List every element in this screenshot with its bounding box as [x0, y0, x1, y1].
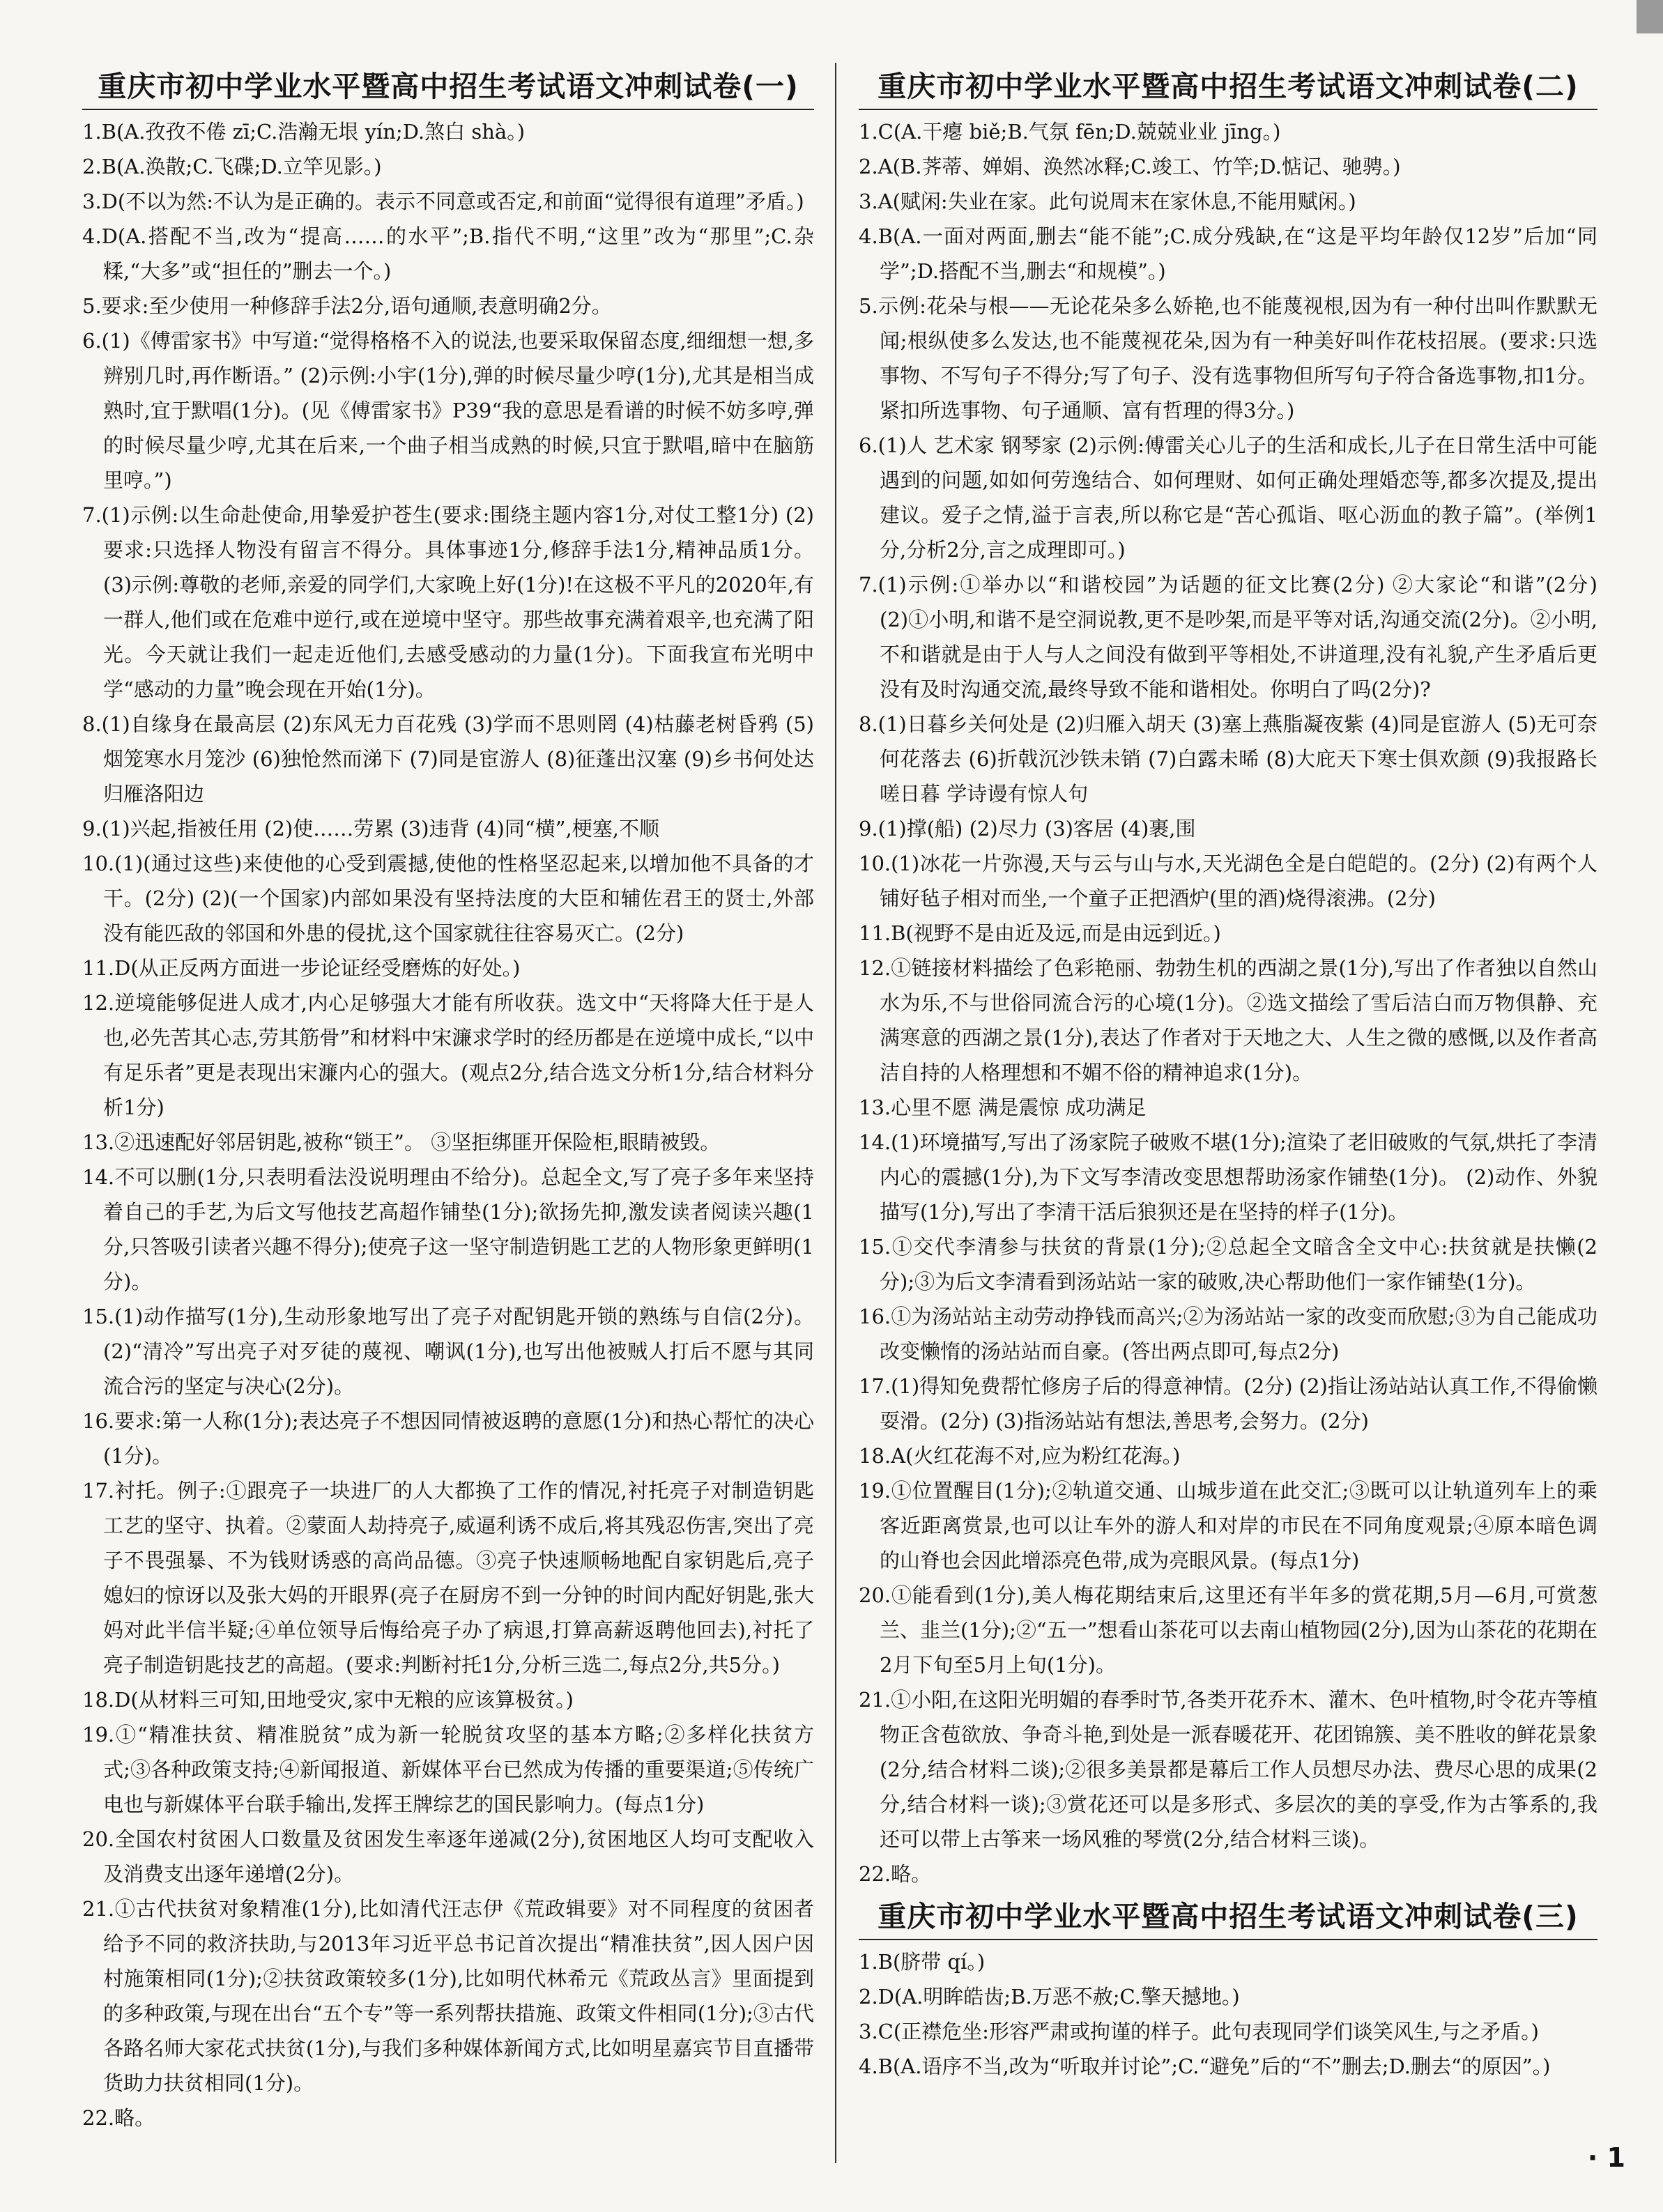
answer-item: 22.略。 [82, 2106, 155, 2130]
answer-item: 1.B(A.孜孜不倦 zī;C.浩瀚无垠 yín;D.煞白 shà。) [82, 120, 526, 144]
left-column [82, 67, 814, 2170]
answer-item: 8.(1)自缘身在最高层 (2)东风无力百花残 (3)学而不思则罔 (4)枯藤老树昏鸦 (5)烟笼寒水月笼沙 (6)独怆然而涕下 (7)同是宦游人 (8)征蓬出汉塞 (9)乡书何处达 归雁洛阳边 [82, 712, 814, 806]
answer-item: 20.①能看到(1分),美人梅花期结束后,这里还有半年多的赏花期,5月—6月,可赏葱兰、韭兰(1分);②“五一”想看山茶花可以去南山植物园(2分),因为山茶花的花期在2月下旬至5月上旬(1分)。 [859, 1583, 1597, 1677]
answer-item: 2.A(B.荠蒂、婵娟、涣然冰释;C.竣工、竹竿;D.惦记、驰骋。) [859, 155, 1401, 178]
answer-item: 6.(1)人 艺术家 钢琴家 (2)示例:傅雷关心儿子的生活和成长,儿子在日常生活中可能遇到的问题,如如何劳逸结合、如何理财、如何正确处理婚恋等,都多次提及,提出建议。爱子之情,溢于言表,所以称它是“苦心孤诣、呕心沥血的教子篇”。(举例1分,分析2分,言之成理即可。) [859, 433, 1597, 562]
answer-item: 15.①交代李清参与扶贫的背景(1分);②总起全文暗含全文中心:扶贫就是扶懒(2分);③为后文李清看到汤站站一家的破败,决心帮助他们一家作铺垫(1分)。 [859, 1235, 1597, 1293]
exam-title-1: 重庆市初中学业水平暨高中招生考试语文冲刺试卷(一) [82, 67, 814, 110]
answer-item: 1.B(脐带 qí。) [859, 1950, 986, 1974]
answer-item: 11.B(视野不是由近及远,而是由远到近。) [859, 921, 1221, 945]
answer-item: 5.示例:花朵与根——无论花朵多么娇艳,也不能蔑视根,因为有一种付出叫作默默无闻;根纵使多么发达,也不能蔑视花朵,因为有一种美好叫作花枝招展。(要求:只选事物、不写句子不得分;写了句子、没有选事物但所写句子符合备选事物,扣1分。紧扣所选事物、句子通顺、富有哲理的得3分。) [859, 294, 1597, 422]
answer-item: 6.(1)《傅雷家书》中写道:“觉得格格不入的说法,也要采取保留态度,细细想一想,多辨别几时,再作断语。” (2)示例:小宇(1分),弹的时候尽量少哼(1分),尤其是相当成熟时,宜于默唱(1分)。(见《傅雷家书》P39“我的意思是看谱的时候不妨多哼,弹的时候尽量少哼,尤其在后来,一个曲子相当成熟的时候,只宜于默唱,暗中在脑筋里哼。”) [82, 329, 814, 492]
answer-item: 17.衬托。例子:①跟亮子一块进厂的人大都换了工作的情况,衬托亮子对制造钥匙工艺的坚守、执着。②蒙面人劫持亮子,威逼利诱不成后,将其残忍伤害,突出了亮子不畏强暴、不为钱财诱惑的高尚品德。③亮子快速顺畅地配自家钥匙后,亮子媳妇的惊讶以及张大妈的开眼界(亮子在厨房不到一分钟的时间内配好钥匙,张大妈对此半信半疑;④单位领导后悔给亮子办了病退,打算高薪返聘他回去),衬托了亮子制造钥匙技艺的高超。(要求:判断衬托1分,分析三选二,每点2分,共5分。) [82, 1479, 814, 1677]
answer-item: 11.D(从正反两方面进一步论证经受磨炼的好处。) [82, 956, 521, 980]
answer-item: 13.②迅速配好邻居钥匙,被称“锁王”。 ③坚拒绑匪开保险柜,眼睛被毁。 [82, 1130, 721, 1154]
answer-item: 18.A(火红花海不对,应为粉红花海。) [859, 1444, 1181, 1468]
exam-title-2: 重庆市初中学业水平暨高中招生考试语文冲刺试卷(二) [859, 67, 1597, 110]
answer-item: 4.D(A.搭配不当,改为“提高……的水平”;B.指代不明,“这里”改为“那里”;C.杂糅,“大多”或“担任的”删去一个。) [82, 224, 814, 283]
answer-item: 12.逆境能够促进人成才,内心足够强大才能有所收获。选文中“天将降大任于是人也,必先苦其心志,劳其筋骨”和材料中宋濂求学时的经历都是在逆境中成长,“以中有足乐者”更是表现出宋濂内心的强大。(观点2分,结合选文分析1分,结合材料分析1分) [82, 991, 814, 1119]
answer-item: 10.(1)冰花一片弥漫,天与云与山与水,天光湖色全是白皑皑的。(2分) (2)有两个人铺好毡子相对而坐,一个童子正把酒炉(里的酒)烧得滚沸。(2分) [859, 852, 1597, 910]
answer-item: 12.①链接材料描绘了色彩艳丽、勃勃生机的西湖之景(1分),写出了作者独以自然山水为乐,不与世俗同流合污的心境(1分)。②选文描绘了雪后洁白而万物俱静、充满寒意的西湖之景(1分),表达了作者对于天地之大、人生之微的感慨,以及作者高洁自持的人格理想和不媚不俗的精神追求(1分)。 [859, 956, 1597, 1084]
answer-item: 2.D(A.明眸皓齿;B.万恶不赦;C.擎天撼地。) [859, 1985, 1240, 2009]
answer-item: 4.B(A.一面对两面,删去“能不能”;C.成分残缺,在“这是平均年龄仅12岁”后加“同学”;D.搭配不当,删去“和规模”。) [859, 224, 1597, 283]
answer-item: 2.B(A.涣散;C.飞碟;D.立竿见影。) [82, 155, 382, 178]
answer-item: 3.D(不以为然:不认为是正确的。表示不同意或否定,和前面“觉得很有道理”矛盾。) [82, 190, 804, 213]
answer-item: 4.B(A.语序不当,改为“听取并讨论”;C.“避免”后的“不”删去;D.删去“的原因”。) [859, 2054, 1551, 2078]
answer-item: 8.(1)日暮乡关何处是 (2)归雁入胡天 (3)塞上燕脂凝夜紫 (4)同是宦游人 (5)无可奈何花落去 (6)折戟沉沙铁未销 (7)白露未晞 (8)大庇天下寒士俱欢颜 (9)我报路长嗟日暮 学诗谩有惊人句 [859, 712, 1597, 806]
answer-item: 22.略。 [859, 1862, 932, 1886]
answer-item: 9.(1)兴起,指被任用 (2)使……劳累 (3)违背 (4)同“横”,梗塞,不顺 [82, 817, 659, 840]
answer-item: 13.心里不愿 满是震惊 成功满足 [859, 1096, 1147, 1119]
answer-item: 21.①小阳,在这阳光明媚的春季时节,各类开花乔木、灌木、色叶植物,时令花卉等植物正含苞欲放、争奇斗艳,到处是一派春暖花开、花团锦簇、美不胜收的鲜花景象(2分,结合材料二谈);②很多美景都是幕后工作人员想尽办法、费尽心思的成果(2分,结合材料一谈);③赏花还可以是多形式、多层次的美的享受,作为古筝系的,我还可以带上古筝来一场风雅的琴赏(2分,结合材料三谈)。 [859, 1688, 1597, 1851]
answer-item: 19.①位置醒目(1分);②轨道交通、山城步道在此交汇;③既可以让轨道列车上的乘客近距离赏景,也可以让车外的游人和对岸的市民在不同角度观景;④原本暗色调的山脊也会因此增添亮色带,成为亮眼风景。(每点1分) [859, 1479, 1597, 1572]
answer-item: 16.要求:第一人称(1分);表达亮子不想因同情被返聘的意愿(1分)和热心帮忙的决心(1分)。 [82, 1409, 814, 1468]
answer-item: 14.(1)环境描写,写出了汤家院子破败不堪(1分);渲染了老旧破败的气氛,烘托了李清内心的震撼(1分),为下文写李清改变思想帮助汤家作铺垫(1分)。 (2)动作、外貌描写(1分),写出了李清干活后狼狈还是在坚持的样子(1分)。 [859, 1130, 1597, 1224]
answer-item: 19.①“精准扶贫、精准脱贫”成为新一轮脱贫攻坚的基本方略;②多样化扶贫方式;③各种政策支持;④新闻报道、新媒体平台已然成为传播的重要渠道;⑤传统广电也与新媒体平台联手输出,发挥王牌综艺的国民影响力。(每点1分) [82, 1723, 814, 1816]
answer-item: 15.(1)动作描写(1分),生动形象地写出了亮子对配钥匙开锁的熟练与自信(2分)。 (2)“清冷”写出亮子对歹徒的蔑视、嘲讽(1分),也写出他被贼人打后不愿与其同流合污的坚定与决心(2分)。 [82, 1305, 814, 1398]
answer-item: 16.①为汤站站主动劳动挣钱而高兴;②为汤站站一家的改变而欣慰;③为自己能成功改变懒惰的汤站站而自豪。(答出两点即可,每点2分) [859, 1305, 1597, 1363]
answer-item: 9.(1)撑(船) (2)尽力 (3)客居 (4)裹,围 [859, 817, 1196, 840]
answer-item: 10.(1)(通过这些)来使他的心受到震撼,使他的性格坚忍起来,以增加他不具备的才干。(2分) (2)(一个国家)内部如果没有坚持法度的大臣和辅佐君王的贤士,外部没有能匹敌的邻国和外患的侵扰,这个国家就往往容易灭亡。(2分) [82, 852, 814, 945]
right-column [859, 67, 1597, 2170]
answer-item: 18.D(从材料三可知,田地受灾,家中无粮的应该算极贫。) [82, 1688, 574, 1712]
answer-item: 14.不可以删(1分,只表明看法没说明理由不给分)。总起全文,写了亮子多年来坚持着自己的手艺,为后文写他技艺高超作铺垫(1分);欲扬先抑,激发读者阅读兴趣(1分,只答吸引读者兴趣不得分);使亮子这一坚守制造钥匙工艺的人物形象更鲜明(1分)。 [82, 1165, 814, 1293]
answer-item: 3.A(赋闲:失业在家。此句说周末在家休息,不能用赋闲。) [859, 190, 1356, 213]
answer-item: 17.(1)得知免费帮忙修房子后的得意神情。(2分) (2)指让汤站站认真工作,不得偷懒耍滑。(2分) (3)指汤站站有想法,善思考,会努力。(2分) [859, 1374, 1597, 1433]
answer-item: 7.(1)示例:①举办以“和谐校园”为话题的征文比赛(2分) ②大家论“和谐”(2分) (2)①小明,和谐不是空洞说教,更不是吵架,而是平等对话,沟通交流(2分)。②小明,不和谐就是由于人与人之间没有做到平等相处,不讲道理,没有礼貌,产生矛盾后更没有及时沟通交流,最终导致不能和谐相处。你明白了吗(2分)? [859, 573, 1597, 701]
answer-item: 21.①古代扶贫对象精准(1分),比如清代汪志伊《荒政辑要》对不同程度的贫困者给予不同的救济扶助,与2013年习近平总书记首次提出“精准扶贫”,因人因户因村施策相同(1分);②扶贫政策较多(1分),比如明代林希元《荒政丛言》里面提到的多种政策,与现在出台“五个专”等一系列帮扶措施、政策文件相同(1分);③古代各路名师大家花式扶贫(1分),与我们多种媒体新闻方式,比如明星嘉宾节目直播带货助力扶贫相同(1分)。 [82, 1897, 814, 2095]
answer-item: 5.要求:至少使用一种修辞手法2分,语句通顺,表意明确2分。 [82, 294, 612, 318]
answer-list-1 [82, 114, 814, 2135]
corner-mark [1637, 0, 1663, 33]
answer-item: 20.全国农村贫困人口数量及贫困发生率逐年递减(2分),贫困地区人均可支配收入及消费支出逐年递增(2分)。 [82, 1827, 814, 1886]
answer-list-2 [859, 114, 1597, 1891]
answer-item: 3.C(正襟危坐:形容严肃或拘谨的样子。此句表现同学们谈笑风生,与之矛盾。) [859, 2020, 1539, 2043]
answer-item: 7.(1)示例:以生命赴使命,用挚爱护苍生(要求:围绕主题内容1分,对仗工整1分) (2)要求:只选择人物没有留言不得分。具体事迹1分,修辞手法1分,精神品质1分。 (3)示例:尊敬的老师,亲爱的同学们,大家晚上好(1分)!在这极不平凡的2020年,有一群人,他们或在危难中逆行,或在逆境中坚守。那些故事充满着艰辛,也充满了阳光。今天就让我们一起走近他们,去感受感动的力量(1分)。下面我宣布光明中学“感动的力量”晚会现在开始(1分)。 [82, 503, 814, 701]
exam-title-3: 重庆市初中学业水平暨高中招生考试语文冲刺试卷(三) [859, 1897, 1597, 1940]
column-divider [835, 63, 836, 2163]
answer-item: 1.C(A.干瘪 biě;B.气氛 fēn;D.兢兢业业 jīng。) [859, 120, 1281, 144]
answer-list-3 [859, 1944, 1597, 2084]
page-number: · 1 [1587, 2142, 1625, 2173]
